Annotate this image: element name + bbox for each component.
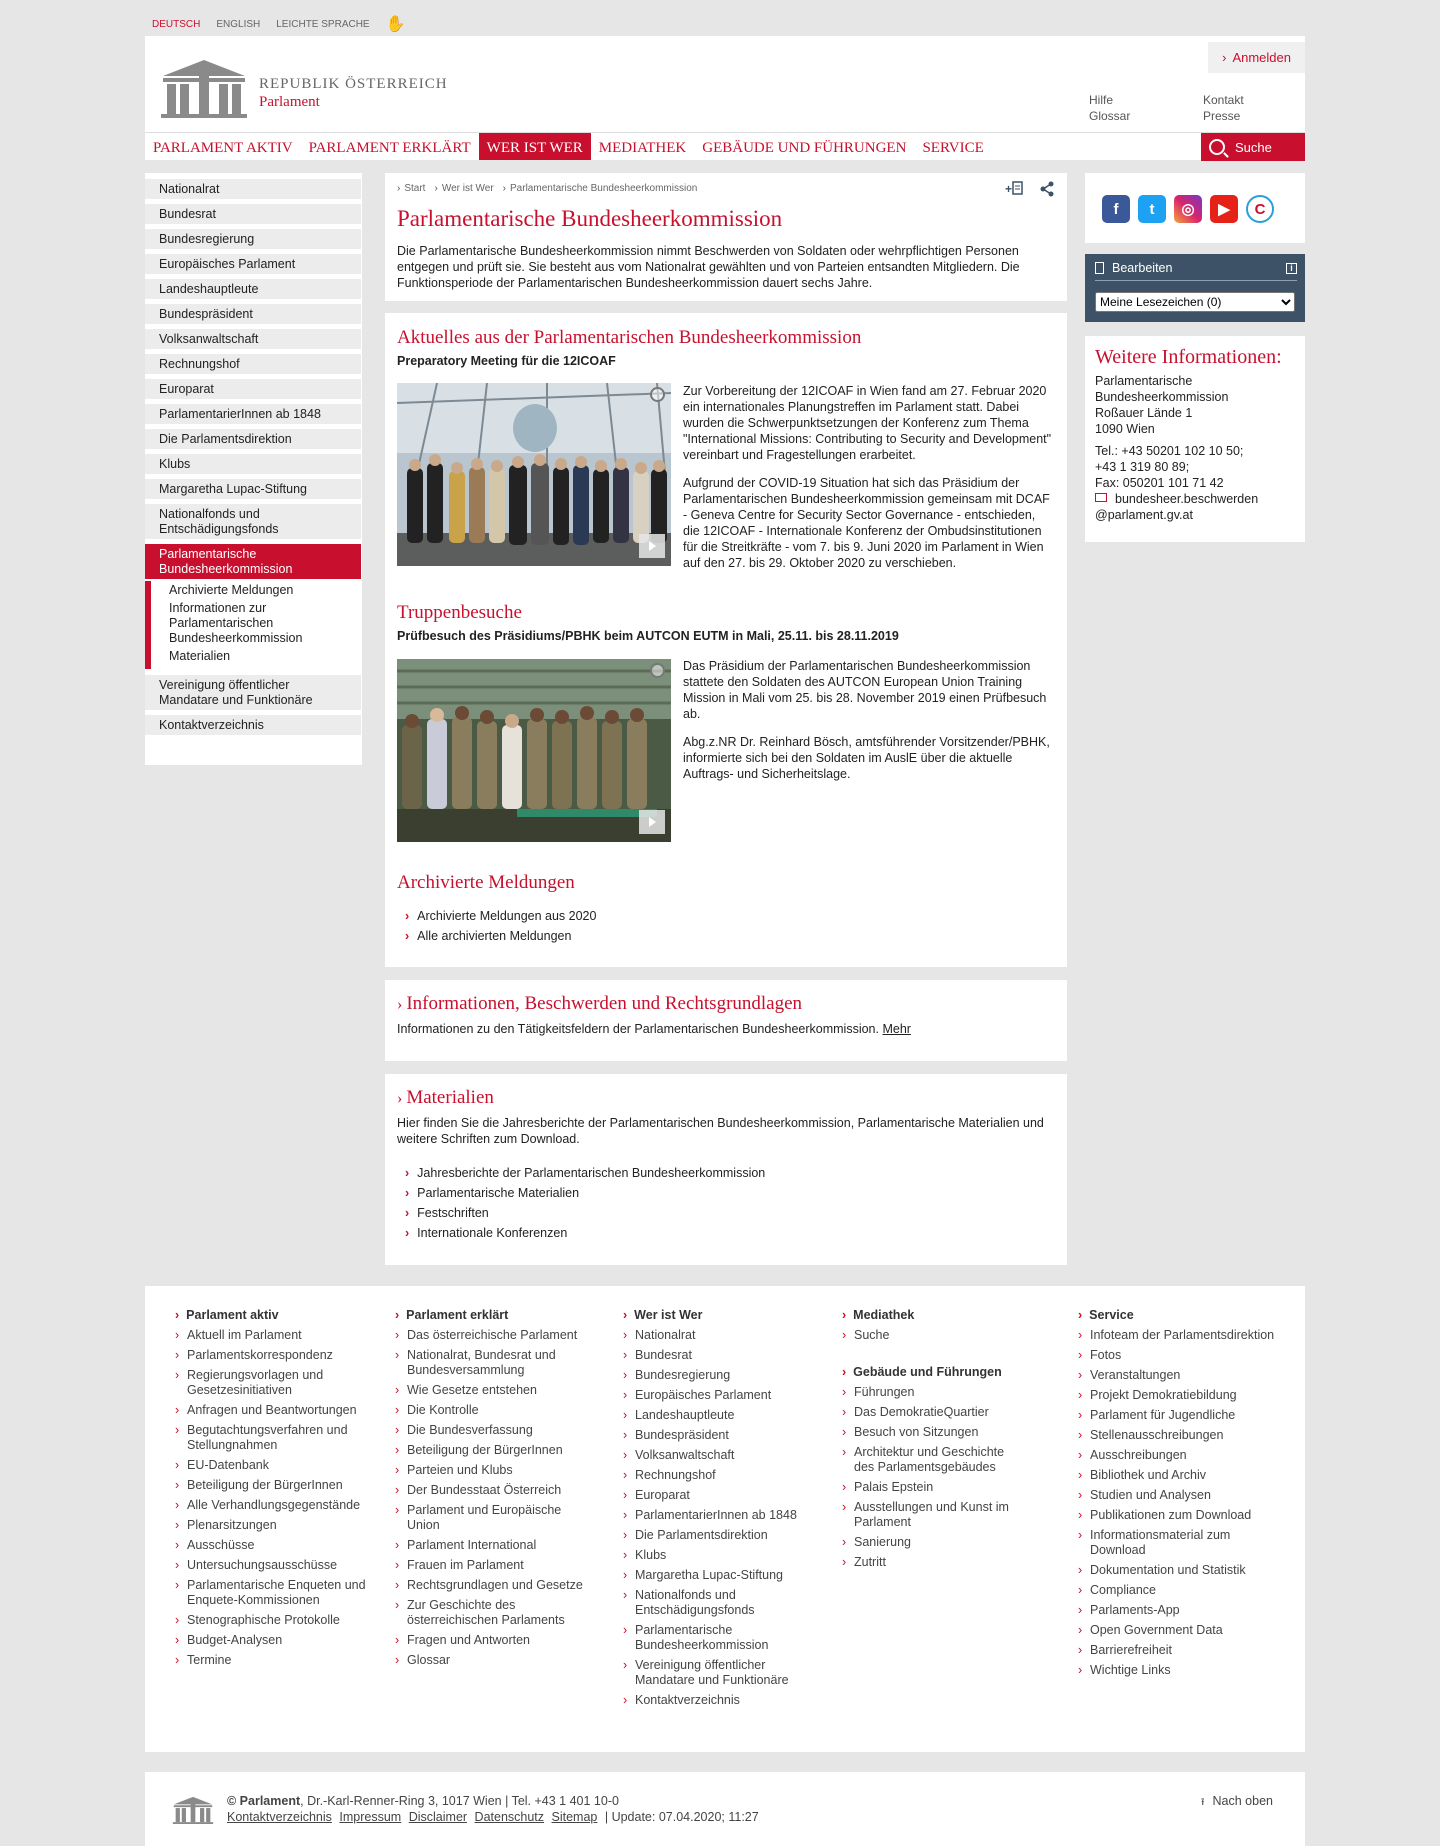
edit-icon [1095,262,1104,274]
bottom-address: , Dr.-Karl-Renner-Ring 3, 1017 Wien | Tel. +43 1 401 10-0 [300,1794,619,1808]
bottom-bar [145,1772,1305,1846]
info-more-link[interactable]: Mehr [882,1022,911,1036]
svg-text:+: + [1005,182,1013,196]
copyright: © Parlament [227,1794,301,1808]
page-title: Parlamentarische Bundesheerkommission [397,206,783,231]
footer-link[interactable]: › Fragen und Antworten [395,1633,585,1648]
footer-link[interactable]: › Palais Epstein [842,1480,1022,1495]
lang-deutsch[interactable]: DEUTSCH [152,18,201,30]
news-panel [385,313,1067,967]
footer-col-parlament-erklaert [395,1308,585,1673]
group-photo-image [397,383,671,566]
sidebar-item-bundesrat[interactable]: Bundesrat [145,204,361,224]
footer-link[interactable]: › Frauen im Parlament [395,1558,585,1573]
footer-link[interactable]: › Projekt Demokratiebildung [1078,1388,1278,1403]
footer-link[interactable]: › Landeshauptleute [623,1408,803,1423]
footer-link[interactable]: › Compliance [1078,1583,1278,1598]
footer-link[interactable]: › Vereinigung öffentlicher Mandatare und Funktionäre [623,1658,803,1688]
footer-link[interactable]: › Besuch von Sitzungen [842,1425,1022,1440]
footer-link[interactable]: › Die Bundesverfassung [395,1423,585,1438]
footer-link[interactable]: › Rechnungshof [623,1468,803,1483]
main-navigation [145,132,1305,160]
footer-link[interactable]: › Rechtsgrundlagen und Gesetze [395,1578,585,1593]
breadcrumb-start[interactable]: › Start [397,183,425,194]
footer-col-parlament-aktiv [175,1308,375,1673]
youtube-icon[interactable]: ▶ [1210,195,1238,223]
footer-link[interactable]: › Nationalfonds und Entschädigungsfonds [623,1588,803,1618]
footer-link[interactable]: › Parlamentarische Enqueten und Enquete-Kommissionen [175,1578,375,1608]
footer-link[interactable]: › Glossar [395,1653,585,1668]
footer-link[interactable]: › Publikationen zum Download [1078,1508,1278,1523]
sidebar-subitem-materialien[interactable]: Materialien [169,649,231,663]
mail-icon [1095,493,1107,502]
footer-link[interactable]: › Margaretha Lupac-Stiftung [623,1568,803,1583]
info-text: Informationen zu den Tätigkeitsfeldern der Parlamentarischen Bundesheerkommission. [397,1022,879,1036]
address-line: 1090 Wien [1095,422,1155,436]
footer-link[interactable]: › Parteien und Klubs [395,1463,585,1478]
footer-heading[interactable]: › Mediathek [842,1308,1022,1322]
sidebar [145,173,362,765]
sidebar-item-bundesheerkommission[interactable]: Parlamentarische Bundesheerkommission [145,544,361,579]
email-part1: bundesheer.beschwerden [1115,492,1259,506]
more-info-heading: Weitere Informationen: [1095,346,1282,368]
materials-link-konferenzen[interactable]: › Internationale Konferenzen [405,1223,765,1243]
info-heading-text: Informationen, Beschwerden und Rechtsgrundlagen [406,993,803,1014]
info-panel [385,980,1067,1061]
footer-link[interactable]: › EU-Datenbank [175,1458,375,1473]
sidebar-item-europarat[interactable]: Europarat [145,379,361,399]
zoom-icon[interactable] [650,387,665,402]
parliament-logo-small-icon [171,1794,215,1824]
contact-panel [1085,336,1305,542]
footer-link[interactable]: › Bundespräsident [623,1428,803,1443]
address-line: Roßauer Lände 1 [1095,406,1193,420]
footer-heading[interactable]: › Wer ist Wer [623,1308,803,1322]
archive-link-all[interactable]: › Alle archivierten Meldungen [405,926,596,946]
email-part2[interactable]: @parlament.gv.at [1095,508,1193,522]
news-item1-text2: Aufgrund der COVID-19 Situation hat sich das Präsidium der Parlamentarischen Bundesheerkommission gemeinsam mit DCAF - Geneva Centre for Security Sector Governance - entschieden, die 12ICOAF - Internationale Konferenz der Ombudsinstitutionen für die Streitkräfte - vom 7. bis 9. Juni 2020 im Parlament in Wien auf den 27. bis 29. Oktober 2020 zu verschieben. [683,476,1050,570]
search-button[interactable] [1201,133,1305,161]
news-item1-text1: Zur Vorbereitung der 12ICOAF in Wien fand am 27. Februar 2020 ein internationales Planungstreffen im Parlament statt. Dabei wurden die Schwerpunktsetzungen der Konferenz zum Thema "International Missions: Contributing to Security and Development" vereinbart und Fragestellungen erarbeitet. [683,384,1052,462]
footer-link[interactable]: › Begutachtungsverfahren und Stellungnahmen [175,1423,375,1453]
back-to-top-button[interactable] [1201,1794,1273,1812]
logo-subtitle: Parlament [259,94,320,110]
info-heading[interactable]: › Informationen, Beschwerden und Rechtsgrundlagen [397,993,803,1014]
sidebar-item-nationalfonds[interactable]: Nationalfonds und Entschädigungsfonds [145,504,361,539]
zoom-icon[interactable] [650,663,665,678]
meta-links [1089,92,1317,124]
footer-link[interactable]: › Studien und Analysen [1078,1488,1278,1503]
sidebar-item-landeshauptleute[interactable]: Landeshauptleute [145,279,361,299]
mali-photo-image [397,659,671,842]
footer-sitemap [145,1286,1305,1752]
lang-easy[interactable]: LEICHTE SPRACHE [276,18,370,30]
footer-link[interactable]: › Beteiligung der BürgerInnen [175,1478,375,1493]
footer-heading[interactable]: › Parlament erklärt [395,1308,585,1322]
slideshow-play-icon[interactable] [639,534,665,558]
logo-title: REPUBLIK ÖSTERREICH [259,76,448,92]
footer-col-mediathek [842,1308,1022,1575]
troop-visits-heading: Truppenbesuche [397,602,522,623]
footer-link[interactable]: › Die Kontrolle [395,1403,585,1418]
sidebar-subnav [145,581,362,669]
news-item2-photo[interactable] [397,659,671,842]
footer-link[interactable]: › Termine [175,1653,375,1668]
footer-link[interactable]: › Plenarsitzungen [175,1518,375,1533]
footer-link[interactable]: › Volksanwaltschaft [623,1448,803,1463]
edit-label[interactable]: Bearbeiten [1112,261,1173,275]
footer-link[interactable]: › Informationsmaterial zum Download [1078,1528,1278,1558]
language-bar [152,14,406,34]
bottom-link-disclaimer[interactable]: Disclaimer [408,1810,468,1824]
footer-link[interactable]: › Regierungsvorlagen und Gesetzesinitiativen [175,1368,375,1398]
instagram-icon[interactable]: ◎ [1174,195,1202,223]
breadcrumb-wer-ist-wer[interactable]: › Wer ist Wer [434,183,493,194]
footer-link[interactable]: › Budget-Analysen [175,1633,375,1648]
sidebar-subitem-archiv[interactable]: Archivierte Meldungen [169,583,294,597]
login-button[interactable]: › Anmelden [1208,42,1305,73]
nav-mediathek[interactable]: MEDIATHEK [598,140,687,156]
nav-service[interactable]: SERVICE [922,140,984,156]
footer-link[interactable]: › Parlament für Jugendliche [1078,1408,1278,1423]
nav-gebaeude[interactable]: GEBÄUDE UND FÜHRUNGEN [702,140,907,156]
democracy-web-icon[interactable]: C [1246,195,1274,223]
materials-link-materialien[interactable]: › Parlamentarische Materialien [405,1183,765,1203]
page-intro: Die Parlamentarische Bundesheerkommission nimmt Beschwerden von Soldaten oder wehrpflichtigen Personen entgegen und prüft sie. Sie besteht aus vom Nationalrat gewählten und von Parteien entsandten Mitgliedern. Die Funktionsperiode der Parlamentarischen Bundesheerkommission dauert sechs Jahre. [397,244,1020,290]
sidebar-item-vereinigung[interactable]: Vereinigung öffentlicher Mandatare und Funktionäre [145,675,361,710]
address-line: Parlamentarische [1095,374,1193,388]
footer-link[interactable]: › Parlaments-App [1078,1603,1278,1618]
archive-heading: Archivierte Meldungen [397,872,575,893]
footer-link[interactable]: › Fotos [1078,1348,1278,1363]
footer-link[interactable]: › Bibliothek und Archiv [1078,1468,1278,1483]
footer-heading[interactable]: › Parlament aktiv [175,1308,375,1322]
news-heading: Aktuelles aus der Parlamentarischen Bundesheerkommission [397,327,862,348]
nav-parlament-erklaert[interactable]: PARLAMENT ERKLÄRT [308,140,471,156]
help-link[interactable]: Hilfe [1089,93,1114,107]
sign-language-icon[interactable]: ✋ [385,16,406,33]
footer-link[interactable]: › Wichtige Links [1078,1663,1278,1678]
sidebar-item-klubs[interactable]: Klubs [145,454,361,474]
footer-link[interactable]: › Architektur und Geschichte des Parlamentsgebäudes [842,1445,1022,1475]
news-item2-subhead: Prüfbesuch des Präsidiums/PBHK beim AUTCON EUTM in Mali, 25.11. bis 28.11.2019 [397,629,899,643]
search-label: Suche [1235,139,1272,155]
footer-link[interactable]: › ParlamentarierInnen ab 1848 [623,1508,803,1523]
info-icon[interactable]: i [1286,263,1297,274]
sidebar-item-kontaktverzeichnis[interactable]: Kontaktverzeichnis [145,715,361,735]
footer-link[interactable]: › Sanierung [842,1535,1022,1550]
footer-link[interactable]: › Dokumentation und Statistik [1078,1563,1278,1578]
footer-link[interactable]: › Ausschüsse [175,1538,375,1553]
share-icon[interactable] [1039,181,1055,197]
footer-col-wer-ist-wer [623,1308,803,1713]
materials-heading[interactable]: › Materialien [397,1087,494,1108]
social-panel [1085,173,1305,243]
news-item2-text1: Das Präsidium der Parlamentarischen Bundesheerkommission stattete den Soldaten des AUTCON European Union Training Mission in Mali vom 25. bis 28. November 2019 einen Prüfbesuch ab. [683,659,1047,721]
address-line: Bundesheerkommission [1095,390,1229,404]
phone-line: +43 1 319 80 89; [1095,460,1190,474]
press-link[interactable]: Presse [1203,109,1241,123]
materials-link-festschriften[interactable]: › Festschriften [405,1203,765,1223]
bookmark-add-icon[interactable] [1005,181,1025,197]
sidebar-item-rechnungshof[interactable]: Rechnungshof [145,354,361,374]
footer-link[interactable]: › Die Parlamentsdirektion [623,1528,803,1543]
footer-link[interactable]: › Das DemokratieQuartier [842,1405,1022,1420]
materials-text: Hier finden Sie die Jahresberichte der Parlamentarischen Bundesheerkommission, Parlamentarische Materialien und weitere Schriften zum Download. [397,1116,1044,1146]
slideshow-play-icon[interactable] [639,810,665,834]
footer-link[interactable]: › Kontaktverzeichnis [623,1693,803,1708]
footer-link[interactable]: › Parlamentarische Bundesheerkommission [623,1623,803,1653]
footer-link[interactable]: › Parlament und Europäische Union [395,1503,585,1533]
breadcrumb [397,183,697,194]
footer-link[interactable]: › Europäisches Parlament [623,1388,803,1403]
contact-phones [1095,443,1258,523]
footer-link[interactable]: › Beteiligung der BürgerInnen [395,1443,585,1458]
footer-link[interactable]: › Veranstaltungen [1078,1368,1278,1383]
fax-line: Fax: 050201 101 71 42 [1095,476,1224,490]
footer-link[interactable]: › Parlament International [395,1538,585,1553]
footer-link[interactable]: › Wie Gesetze entstehen [395,1383,585,1398]
sidebar-item-volksanwaltschaft[interactable]: Volksanwaltschaft [145,329,361,349]
contact-address [1095,373,1228,437]
footer-heading[interactable]: › Gebäude und Führungen [842,1365,1022,1379]
archive-link-2020[interactable]: › Archivierte Meldungen aus 2020 [405,906,596,926]
site-header [145,36,1305,160]
bottom-link-kontaktverzeichnis[interactable]: Kontaktverzeichnis [227,1810,332,1824]
materials-panel [385,1074,1067,1265]
footer-link[interactable]: › Suche [842,1328,1022,1343]
news-item1-photo[interactable] [397,383,671,566]
twitter-icon[interactable]: t [1138,195,1166,223]
footer-link[interactable]: › Aktuell im Parlament [175,1328,375,1343]
materials-link-jahresberichte[interactable]: › Jahresberichte der Parlamentarischen Bundesheerkommission [405,1163,765,1183]
footer-link[interactable]: › Nationalrat, Bundesrat und Bundesversammlung [395,1348,585,1378]
footer-link[interactable]: › Barrierefreiheit [1078,1643,1278,1658]
breadcrumb-current: › Parlamentarische Bundesheerkommission [503,183,698,194]
footer-link[interactable]: › Parlamentskorrespondenz [175,1348,375,1363]
facebook-icon[interactable]: f [1102,195,1130,223]
footer-link[interactable]: › Das österreichische Parlament [395,1328,585,1343]
page-tools [1005,181,1055,197]
sidebar-item-lupac[interactable]: Margaretha Lupac-Stiftung [145,479,361,499]
footer-link[interactable]: › Der Bundesstaat Österreich [395,1483,585,1498]
bottom-link-datenschutz[interactable]: Datenschutz [474,1810,545,1824]
footer-link[interactable]: › Infoteam der Parlamentsdirektion [1078,1328,1278,1343]
footer-link[interactable]: › Bundesregierung [623,1368,803,1383]
archive-list [405,906,596,946]
footer-link[interactable]: › Führungen [842,1385,1022,1400]
footer-link[interactable]: › Stellenausschreibungen [1078,1428,1278,1443]
back-to-top-label: Nach oben [1212,1794,1273,1808]
sidebar-subitem-informationen[interactable]: Informationen zur Parlamentarischen Bundesheerkommission [169,601,303,645]
search-icon [1209,139,1225,155]
sidebar-item-bundespraesident[interactable]: Bundespräsident [145,304,361,324]
footer-link[interactable]: › Anfragen und Beantwortungen [175,1403,375,1418]
logo[interactable] [159,54,448,118]
parliament-logo-icon [159,54,249,118]
sidebar-item-bundesregierung[interactable]: Bundesregierung [145,229,361,249]
nav-parlament-aktiv[interactable]: PARLAMENT AKTIV [153,140,293,156]
footer-link[interactable]: › Nationalrat [623,1328,803,1343]
footer-link[interactable]: › Zur Geschichte des österreichischen Parlaments [395,1598,585,1628]
footer-link[interactable]: › Europarat [623,1488,803,1503]
sidebar-item-parlamentsdirektion[interactable]: Die Parlamentsdirektion [145,429,361,449]
contact-link[interactable]: Kontakt [1203,93,1244,107]
news-item2-text2: Abg.z.NR Dr. Reinhard Bösch, amtsführender Vorsitzender/PBHK, informierte sich bei den Soldaten im AuslE über die aktuelle Auftrags- und Sicherheitslage. [683,735,1050,781]
news-item1-subhead: Preparatory Meeting für die 12ICOAF [397,354,616,368]
footer-link[interactable]: › Open Government Data [1078,1623,1278,1638]
footer-link[interactable]: › Zutritt [842,1555,1022,1570]
bottom-link-impressum[interactable]: Impressum [339,1810,402,1824]
title-panel [385,173,1067,301]
footer-link[interactable]: › Ausschreibungen [1078,1448,1278,1463]
bookmarks-panel [1085,254,1305,322]
footer-link[interactable]: › Klubs [623,1548,803,1563]
phone-line: Tel.: +43 50201 102 10 50; [1095,444,1244,458]
footer-link[interactable]: › Untersuchungsausschüsse [175,1558,375,1573]
email-link[interactable] [1095,491,1258,507]
sidebar-item-nationalrat[interactable]: Nationalrat [145,179,361,199]
arrow-up-icon: ⭱ [1201,1797,1205,1808]
footer-link[interactable]: › Alle Verhandlungsgegenstände [175,1498,375,1513]
materials-list [405,1163,765,1243]
glossary-link[interactable]: Glossar [1089,109,1131,123]
footer-link[interactable]: › Bundesrat [623,1348,803,1363]
footer-link[interactable]: › Ausstellungen und Kunst im Parlament [842,1500,1022,1530]
bottom-link-sitemap[interactable]: Sitemap [551,1810,598,1824]
bookmarks-select[interactable] [1095,292,1295,312]
footer-link[interactable]: › Stenographische Protokolle [175,1613,375,1628]
lang-english[interactable]: ENGLISH [216,18,261,30]
sidebar-item-eu-parlament[interactable]: Europäisches Parlament [145,254,361,274]
sidebar-item-parlamentarierinnen[interactable]: ParlamentarierInnen ab 1848 [145,404,361,424]
footer-heading[interactable]: › Service [1078,1308,1278,1322]
materials-heading-text: Materialien [406,1087,494,1108]
nav-wer-ist-wer[interactable]: WER IST WER [479,133,591,160]
update-info: | Update: 07.04.2020; 11:27 [604,1810,759,1824]
footer-col-service [1078,1308,1278,1683]
